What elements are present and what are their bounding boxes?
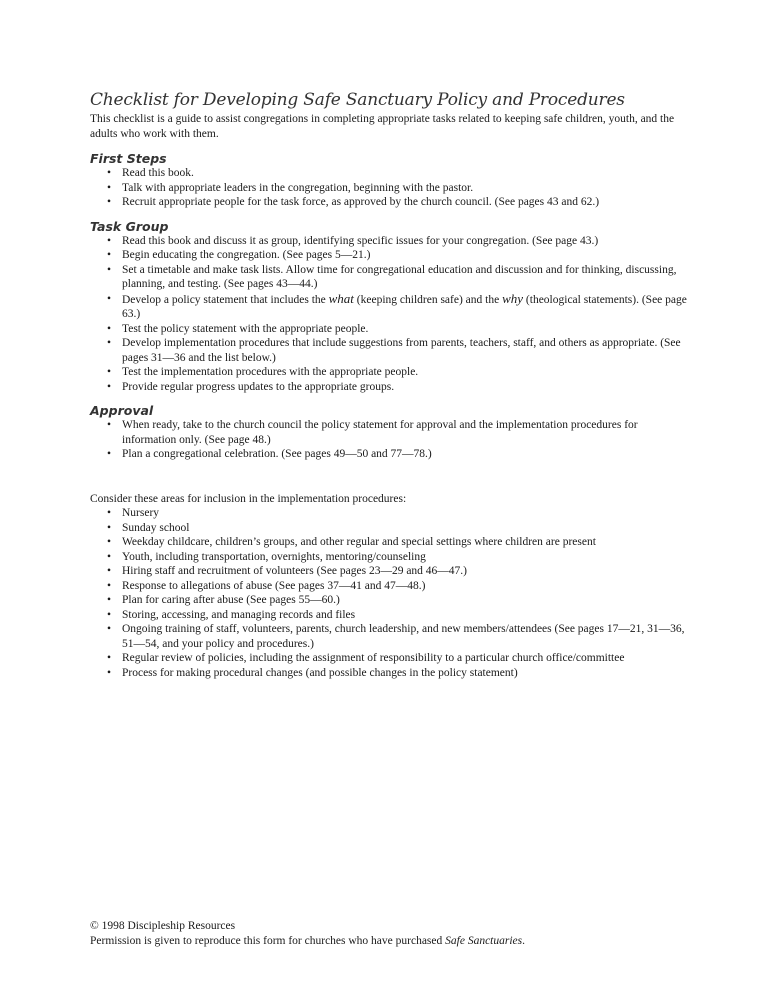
intro-paragraph: This checklist is a guide to assist congregations in completing appropriate tasks related to keeping safe children, youth, and the adults who work with them. — [90, 113, 675, 140]
permission-end: . — [522, 934, 525, 947]
section-heading-approval: Approval — [90, 403, 154, 418]
list-item: • Develop implementation procedures that include suggestions from parents, teachers, staff, and others as appropriate. (See pages 31—36 and the list below.) — [90, 336, 690, 365]
permission-text: Permission is given to reproduce this form for churches who have purchased — [90, 934, 446, 947]
emphasis-what: what — [328, 290, 354, 306]
list-item: • Weekday childcare, children’s groups, and other regular and special settings where children are present — [90, 535, 690, 550]
task-group-list — [90, 234, 690, 395]
list-item: • Test the policy statement with the appropriate people. — [90, 322, 690, 337]
permission-line — [90, 934, 690, 949]
page-footer — [90, 919, 690, 948]
list-item: • Set a timetable and make task lists. Allow time for congregational education and discussion and for thinking, discussing, planning, and testing. (See pages 43—44.) — [90, 263, 690, 292]
first-steps-list — [90, 166, 690, 210]
list-item: • Begin educating the congregation. (See pages 5—21.) — [90, 248, 690, 263]
page-title: Checklist for Developing Safe Sanctuary Policy and Procedures — [90, 90, 625, 110]
section-heading-task-group: Task Group — [90, 218, 169, 234]
consider-list — [90, 506, 690, 680]
emphasis-why: why — [502, 290, 524, 306]
list-item: • Talk with appropriate leaders in the congregation, beginning with the pastor. — [90, 181, 690, 196]
list-item-text: (keeping children safe) and the — [353, 293, 503, 306]
list-item: • Read this book and discuss it as group, identifying specific issues for your congregation. (See page 43.) — [90, 234, 690, 249]
list-item: • Provide regular progress updates to the appropriate groups. — [90, 380, 690, 395]
list-item: • Plan for caring after abuse (See pages 55—60.) — [90, 593, 690, 608]
list-item: • Nursery — [90, 506, 690, 521]
list-item: • Read this book. — [90, 166, 690, 181]
list-item: • Hiring staff and recruitment of volunteers (See pages 23—29 and 46—47.) — [90, 564, 690, 579]
list-item: • When ready, take to the church council the policy statement for approval and the implementation procedures for information only. (See page 48.) — [90, 418, 690, 447]
copyright-line: © 1998 Discipleship Resources — [90, 920, 236, 932]
list-item: • Recruit appropriate people for the task force, as approved by the church council. (See pages 43 and 62.) — [90, 195, 690, 210]
list-item: • Response to allegations of abuse (See pages 37—41 and 47—48.) — [90, 579, 690, 594]
consider-intro: Consider these areas for inclusion in the implementation procedures: — [90, 492, 407, 505]
list-item: • Ongoing training of staff, volunteers, parents, church leadership, and new members/attendees (See pages 17—21, 31—36, 51—54, and your policy and procedures.) — [90, 622, 690, 651]
approval-list — [90, 418, 690, 462]
list-item: • Process for making procedural changes (and possible changes in the policy statement) — [90, 666, 690, 681]
list-item: • Sunday school — [90, 521, 690, 536]
list-item — [90, 292, 690, 322]
document-body — [90, 90, 690, 689]
book-title: Safe Sanctuaries — [445, 934, 523, 947]
list-item-text: (theological statements). (See page 63.) — [122, 293, 687, 320]
list-item: • Youth, including transportation, overnights, mentoring/counseling — [90, 550, 690, 565]
list-item: • Test the implementation procedures with the appropriate people. — [90, 365, 690, 380]
section-heading-first-steps: First Steps — [90, 151, 167, 166]
list-item: • Regular review of policies, including the assignment of responsibility to a particular church office/committee — [90, 651, 690, 666]
list-item: • Storing, accessing, and managing records and files — [90, 608, 690, 623]
list-item-text: Develop a policy statement that includes the — [122, 293, 329, 306]
list-item: • Plan a congregational celebration. (See pages 49—50 and 77—78.) — [90, 447, 690, 462]
